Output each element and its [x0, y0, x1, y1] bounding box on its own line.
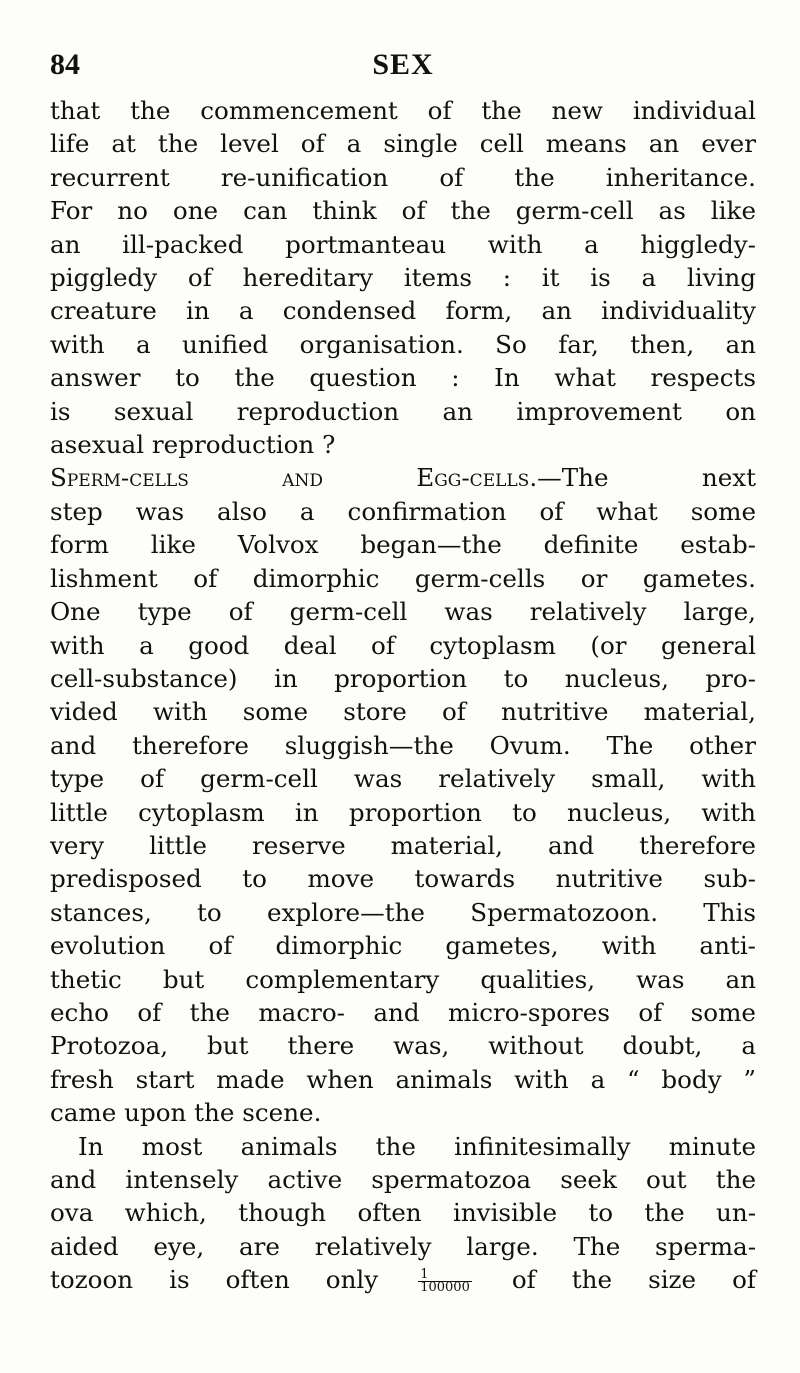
- section-heading-rest: —The next: [537, 463, 757, 493]
- text-line: lishment of dimorphic germ-cells or gametes.: [50, 563, 756, 593]
- text-line: with a good deal of cytoplasm (or general: [50, 630, 756, 660]
- text-line: aided eye, are relatively large. The sperma-: [50, 1231, 756, 1261]
- fraction-denominator: 100000: [420, 1280, 470, 1296]
- text-line: an ill-packed portmanteau with a higgledy-: [50, 229, 756, 259]
- text-line: predisposed to move towards nutritive sub-: [50, 864, 756, 894]
- section-heading: Sperm-cells and Egg-cells.: [50, 463, 538, 493]
- paragraph-start-line: In most animals the infinitesimally minute: [78, 1131, 756, 1161]
- text-line: that the commencement of the new individual: [50, 96, 756, 125]
- text-line: is sexual reproduction an improvement on: [50, 396, 756, 426]
- book-page: [50, 44, 756, 1297]
- paragraph-end-line: asexual reproduction ?: [50, 430, 336, 460]
- section-heading-line: [50, 461, 756, 494]
- text-line: very little reserve material, and therefore: [50, 830, 756, 860]
- text-line: little cytoplasm in proportion to nucleus, with: [50, 797, 756, 827]
- text-line: and intensely active spermatozoa seek out the: [50, 1165, 756, 1194]
- fraction: [418, 1269, 472, 1294]
- running-head: SEX: [372, 48, 434, 81]
- text-line: with a unified organisation. So far, then, an: [50, 329, 756, 359]
- text-line: life at the level of a single cell means an ever: [50, 129, 756, 159]
- text-line: type of germ-cell was relatively small, with: [50, 764, 756, 794]
- text-line: echo of the macro- and micro-spores of some: [50, 997, 756, 1027]
- text-line: answer to the question : In what respects: [50, 363, 756, 393]
- line-text-before-fraction: tozoon is often only: [50, 1265, 379, 1295]
- text-line: recurrent re-unification of the inheritance.: [50, 162, 756, 192]
- page-header: [50, 44, 756, 94]
- fraction-line: [50, 1263, 756, 1296]
- text-line: stances, to explore—the Spermatozoon. This: [50, 897, 756, 927]
- body-text: [50, 94, 756, 1297]
- text-line: evolution of dimorphic gametes, with anti-: [50, 931, 756, 961]
- text-line: fresh start made when animals with a “ body ”: [50, 1064, 756, 1094]
- text-line: thetic but complementary qualities, was an: [50, 964, 756, 994]
- line-text-after-fraction: of the size of: [511, 1265, 756, 1295]
- text-line: cell-substance) in proportion to nucleus, pro-: [50, 663, 756, 693]
- text-line: vided with some store of nutritive material,: [50, 697, 756, 727]
- text-line: creature in a condensed form, an individuality: [50, 296, 756, 326]
- text-line: piggledy of hereditary items : it is a living: [50, 263, 756, 293]
- page-number: 84: [50, 48, 80, 81]
- text-line: step was also a confirmation of what some: [50, 496, 756, 526]
- fraction-numerator: 1: [418, 1269, 472, 1282]
- text-line: Protozoa, but there was, without doubt, a: [50, 1031, 756, 1061]
- text-line: and therefore sluggish—the Ovum. The other: [50, 730, 756, 760]
- text-line: One type of germ-cell was relatively large,: [50, 597, 756, 627]
- text-line: ova which, though often invisible to the un-: [50, 1198, 756, 1228]
- text-line: For no one can think of the germ-cell as like: [50, 196, 756, 226]
- paragraph-end-line: came upon the scene.: [50, 1098, 322, 1128]
- text-line: form like Volvox began—the definite estab-: [50, 530, 756, 560]
